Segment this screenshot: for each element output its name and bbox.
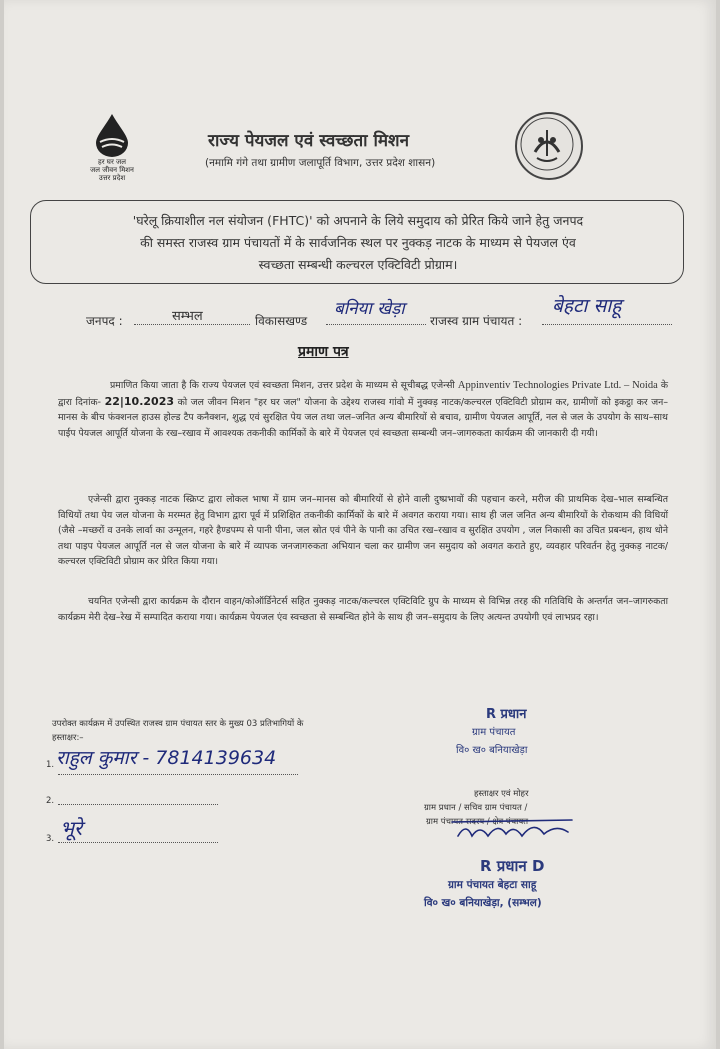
attendee-signature-3: भूरे <box>60 816 83 840</box>
attendee-line-2 <box>58 790 218 805</box>
stamp-panchayat-bottom: ग्राम पंचायत बेहटा साहू <box>448 879 537 891</box>
certificate-heading: प्रमाण पत्र <box>298 344 349 360</box>
agency-name: Appinventiv Technologies Private Ltd. – Noida <box>457 380 658 391</box>
program-title-line: 'घरेलू क्रियाशील नल संयोजन (FHTC)' को अपनाने के लिये समुदाय को प्रेरित किये जाने हेतु जनपद <box>132 213 584 228</box>
date-label: के द्वारा दिनांक- <box>58 380 668 408</box>
up-government-seal <box>515 112 583 180</box>
logo-caption-1: हर घर जल <box>98 158 126 166</box>
paragraph-1-rest: को जल जीवन मिशन "हर घर जल" योजना के उद्देश्य राजस्व गांवो में नुक्क्ड़ नाटक/कल्चरल एक्टिविटी प्रोग्राम कर, ग्रामीणों को इकट्ठा कर जन–मानस के बीच फंक्शनल हाउस होल्ड टैप कनैक्शन, शुद्ध एवं सुरक्षित पेय जल तथा जल–जनित अन्य बीमारियों से बचाव, ग्रामीण पेयजल आपूर्ति, नल से जल के उपयोग के साथ–साथ पाईप पेयजल आपूर्ति योजना के रख–रखाव में आवश्यक तकनीकी कार्मिकों के बारे में पेयजल एवं स्वच्छता सम्बन्धी जन–जागरुकता कार्यक्रम की जानकारी दी गयी। <box>58 396 668 439</box>
certificate-paragraph-1 <box>58 378 668 441</box>
attendee-number-3: 3. <box>46 834 55 844</box>
logo-caption-2: जल जीवन मिशन <box>90 166 134 174</box>
program-title-line: की समस्त राजस्व ग्राम पंचायतों में के सार्वजनिक स्थल पर नुक्कड़ नाटक के माध्यम से पेयजल एंव <box>140 235 576 250</box>
jal-jeevan-mission-logo <box>86 112 138 194</box>
page-subtitle: (नमामि गंगे तथा ग्रामीण जलापूर्ति विभाग, उत्तर प्रदेश शासन) <box>205 157 436 169</box>
signatory-role-1: ग्राम प्रधान / सचिव ग्राम पंचायत / <box>424 803 528 813</box>
panchayat-value: बेहटा साहू <box>552 295 622 317</box>
stamp-pradhan: R प्रधान <box>486 707 527 722</box>
handwritten-signature <box>448 810 576 846</box>
district-label: जनपद : <box>86 314 123 328</box>
certificate-paragraph-3: चयनित एजेन्सी द्वारा कार्यक्रम के दौरान वाहन/कोऑर्डिनेटर्स सहित नुक्कड़ नाटक/कल्चरल एक्टिविटि ग्रुप के माध्यम से विभिन्न तरह की गतिविधि के अन्तर्गत जन–जागरुकता कार्यक्रम मेरी देख–रेख में सम्पादित कराया गया। कार्यक्रम पेयजल एंव स्वच्छता से सम्बन्धित होने के साथ ही जन–समुदाय के लिए अत्यन्त उपयोगी एवं लाभप्रद रहा। <box>58 596 668 623</box>
block-label: विकासखण्ड <box>255 314 308 328</box>
district-value: सम्भल <box>172 309 203 324</box>
program-date: 22|10.2023 <box>104 394 175 408</box>
attendee-number-1: 1. <box>46 760 55 770</box>
program-title <box>48 210 668 276</box>
attendee-number-2: 2. <box>46 796 55 806</box>
signature-seal-label: हस्ताक्षर एवं मोहर <box>474 789 529 799</box>
paragraph-1-start: प्रमाणित किया जाता है कि राज्य पेयजल एवं स्वच्छता मिशन, उत्तर प्रदेश के माध्यम से सूचीबद्ध एजेन्सी <box>110 380 455 391</box>
program-title-line: स्वच्छता सम्बन्धी कल्चरल एक्टिविटी प्रोग्राम। <box>258 257 458 272</box>
attendee-signature-1: राहुल कुमार - 7814139634 <box>56 747 277 769</box>
attendees-intro-2: हस्ताक्षर:– <box>52 733 84 743</box>
water-drop-icon <box>92 112 132 158</box>
logo-caption-3: उत्तर प्रदेश <box>98 174 126 182</box>
stamp-pradhan-bottom: R प्रधान D <box>480 857 545 875</box>
page-title: राज्य पेयजल एवं स्वच्छता मिशन <box>208 131 410 151</box>
attendees-intro: उपरोक्त कार्यक्रम में उपस्थित राजस्व ग्राम पंचायत स्तर के मुख्य 03 प्रतिभागियों के <box>52 719 304 729</box>
stamp-block-bottom: वि० ख० बनियाखेड़ा, (सम्भल) <box>424 897 542 909</box>
panchayat-label: राजस्व ग्राम पंचायत : <box>430 314 523 328</box>
block-value: बनिया खेड़ा <box>334 299 405 319</box>
seal-emblem-icon <box>515 112 579 176</box>
signatory-role-2: ग्राम पंचायत सदस्य / क्षेत्र पंचायत <box>426 817 529 827</box>
certificate-paragraph-2: एजेन्सी द्वारा नुक्कड़ नाटक स्क्रिप्ट द्वारा लोकल भाषा में ग्राम जन–मानस को बीमारियों से होने वाली दुष्प्रभावों की पहचान करने, मरीज की प्राथमिक देख–भाल सम्बन्धित विधियों तथा पेय जल योजना के मरम्मत हेतु विभाग द्वारा पूर्व में प्रशिक्षित तकनीकी कार्मिकों के बारे में अवगत कराया गया। साथ ही जल जनित अन्य बीमारियों के रोकथाम की विधियों (जैसे –मच्छरों व उनके लार्वा का उन्मूलन, गहरे हैण्डपम्प से पानी पीना, जल स्रोत एवं पीने के पानी का उचित रख–रखाव व सुरक्षित उपयोग , जल निकासी का उचित प्रबन्धन, हाथ धोने तथा पाइप पेयजल आपूर्ति नल से जल योजना के बारे में व्यापक जनजागरुकता अभियान चला कर ग्रामीण जन समुदाय को अवगत कराते हुए, व्यवहार परिवर्तन हेतु नुक्कड़ नाटक/कल्चरल एक्टिविटी प्रोग्राम कर प्रेरित किया गया। <box>58 494 668 567</box>
stamp-block: वि० ख० बनियाखेड़ा <box>456 745 528 756</box>
stamp-gram-panchayat: ग्राम पंचायत <box>472 727 516 738</box>
